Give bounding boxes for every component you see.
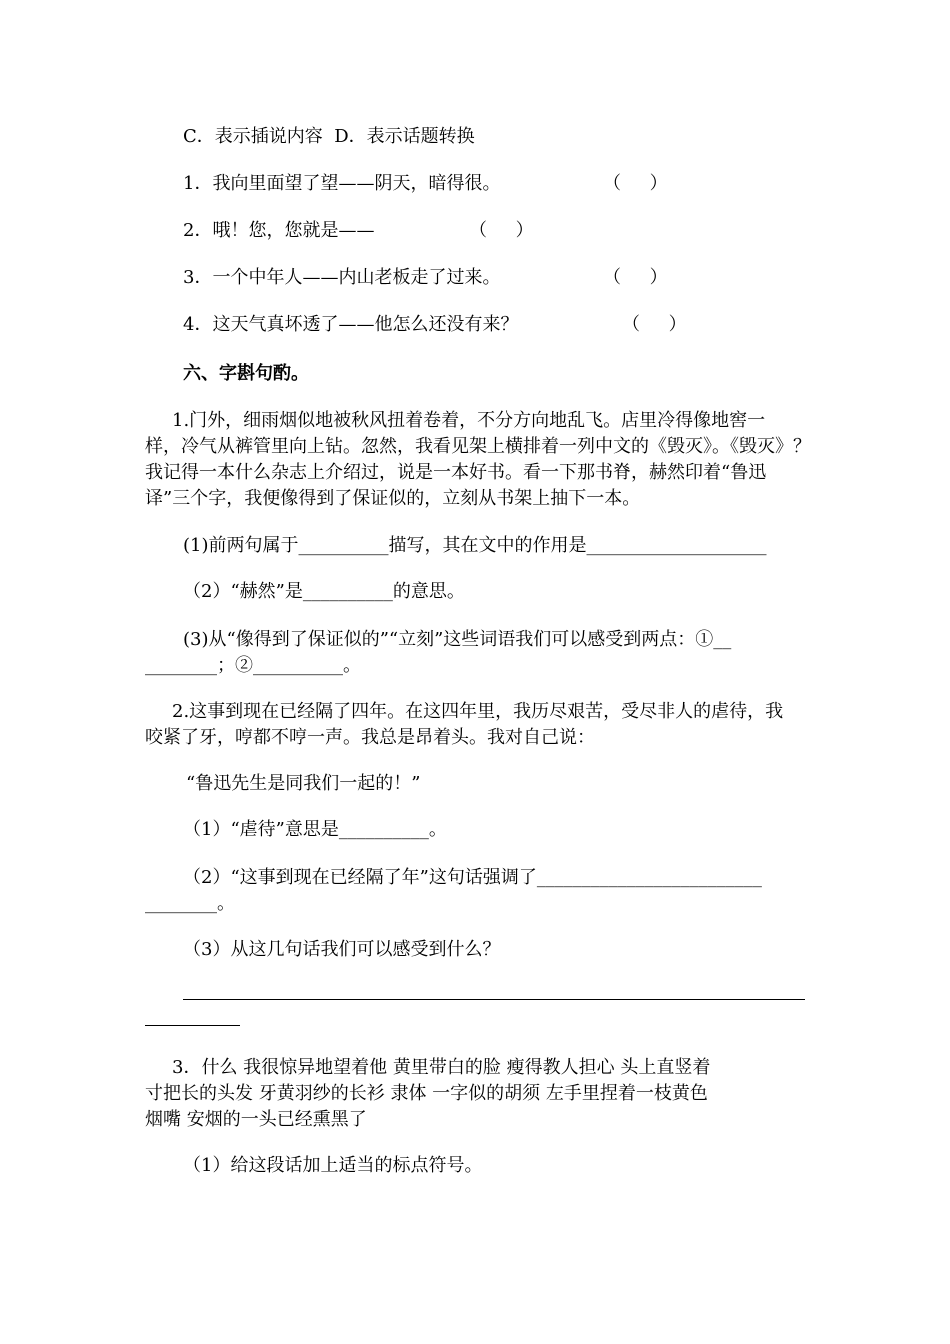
item-3-paren: （ ） [603,267,668,288]
p1-line-2: 样，冷气从裤管里向上钻。忽然，我看见架上横排着一列中文的《毁灭》。《毁灭》？ [145,436,811,457]
section-title: 六、字斟句酌。 [183,363,309,384]
item-2-paren: （ ） [469,220,534,241]
option-c: C．表示插说内容 [183,126,323,147]
q2-c: （3）从这几句话我们可以感受到什么？ [183,939,501,960]
q1-c-line-2: ________；②__________。 [145,655,361,676]
item-4-paren: （ ） [622,314,687,335]
p3-line-3: 烟嘴 安烟的一头已经熏黑了 [145,1109,367,1130]
item-1-paren: （ ） [603,173,668,194]
q2-a: （1）“虐待”意思是__________。 [183,819,447,840]
p3-line-2: 寸把长的头发 牙黄羽纱的长衫 隶体 一字似的胡须 左手里捏着一枝黄色 [145,1083,708,1104]
p2-line-1: 2.这事到现在已经隔了四年。在这四年里，我历尽艰苦，受尽非人的虐待，我 [172,701,784,722]
p2-line-2: 咬紧了牙，哼都不哼一声。我总是昂着头。我对自己说： [145,727,595,748]
answer-line-1 [183,999,805,1000]
quote-line: “鲁迅先生是同我们一起的！” [186,773,421,794]
item-4-text: 4．这天气真坏透了——他怎么还没有来？ [183,314,519,335]
q2-b-line-1: （2）“这事到现在已经隔了年”这句话强调了_________________________ [183,867,762,888]
q1-c-line-1: (3)从“像得到了保证似的”“立刻”这些词语我们可以感受到两点：①__ [183,629,732,650]
q1-b: （2）“赫然”是__________的意思。 [183,581,465,602]
item-1-text: 1．我向里面望了望——阴天，暗得很。 [183,173,501,194]
options-line [183,125,475,149]
q1-a: (1)前两句属于__________描写，其在文中的作用是____________________ [183,535,767,556]
p1-line-1: 1.门外，细雨烟似地被秋风扭着卷着，不分方向地乱飞。店里冷得像地窖一 [172,410,766,431]
option-d: D．表示话题转换 [334,126,475,147]
item-3-text: 3．一个中年人——内山老板走了过来。 [183,267,501,288]
p3-line-1: 3．什么 我很惊异地望着他 黄里带白的脸 瘦得教人担心 头上直竖着 [172,1057,711,1078]
q3-a: （1）给这段话加上适当的标点符号。 [183,1155,483,1176]
answer-line-2 [145,1025,240,1026]
item-2-text: 2．哦！您，您就是—— [183,220,375,241]
q2-b-line-2: ________。 [145,893,235,914]
p1-line-3: 我记得一本什么杂志上介绍过，说是一本好书。看一下那书脊，赫然印着“鲁迅 [145,462,767,483]
p1-line-4: 译”三个字，我便像得到了保证似的，立刻从书架上抽下一本。 [145,488,641,509]
